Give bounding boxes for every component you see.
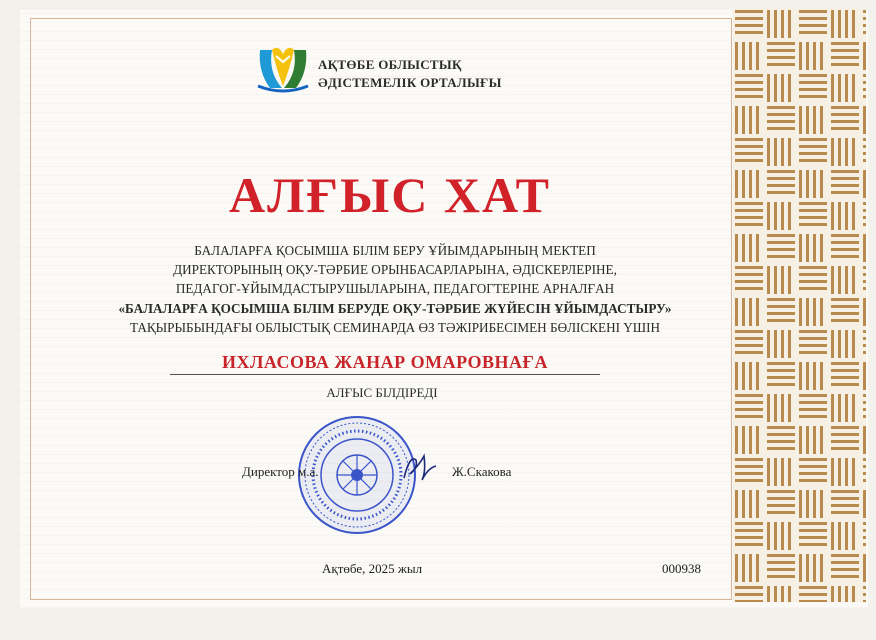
organization-line-2: ӘДІСТЕМЕЛІК ОРТАЛЫҒЫ [318, 75, 502, 90]
body-line-4: «БАЛАЛАРҒА ҚОСЫМША БІЛІМ БЕРУДЕ ОҚУ-ТӘРБИЕ ЖҮЙЕСІН ҰЙЫМДАСТЫРУ» [118, 300, 672, 316]
body-line-5: ТАҚЫРЫБЫНДАҒЫ ОБЛЫСТЫҚ СЕМИНАРДА ӨЗ ТӘЖІРИБЕСІМЕН БӨЛІСКЕНІ ҮШІН [129, 319, 661, 335]
body-line-2: ДИРЕКТОРЫНЫҢ ОҚУ-ТӘРБИЕ ОРЫНБАСАРЛАРЫНА, ӘДІСКЕРЛЕРІНЕ, [173, 262, 617, 278]
recipient-underline [170, 374, 600, 375]
organization-line-1: АҚТӨБЕ ОБЛЫСТЫҚ [318, 57, 462, 72]
signatory-name: Ж.Скакова [452, 464, 512, 479]
body-line-3: ПЕДАГОГ-ҰЙЫМДАСТЫРУШЫЛАРЫНА, ПЕДАГОГТЕРІНЕ АРНАЛҒАН [175, 281, 615, 297]
handwritten-signature-icon [398, 450, 442, 484]
ornament-border [733, 8, 866, 602]
expresses-gratitude: АЛҒЫС БІЛДІРЕДІ [326, 385, 438, 400]
place-and-year: Ақтөбе, 2025 жыл [322, 561, 423, 576]
organization-name [318, 56, 502, 92]
open-book-logo-icon [252, 42, 314, 94]
body-line-1: БАЛАЛАРҒА ҚОСЫМША БІЛІМ БЕРУ ҰЙЫМДАРЫНЫҢ МЕКТЕП [194, 243, 596, 258]
serial-number: 000938 [662, 561, 701, 576]
certificate-body [40, 241, 750, 337]
signatory-label: Директор м.а. [242, 464, 319, 479]
certificate-title: АЛҒЫС ХАТ [228, 167, 552, 223]
recipient-name: ИХЛАСОВА ЖАНАР ОМАРОВНАҒА [221, 352, 548, 372]
